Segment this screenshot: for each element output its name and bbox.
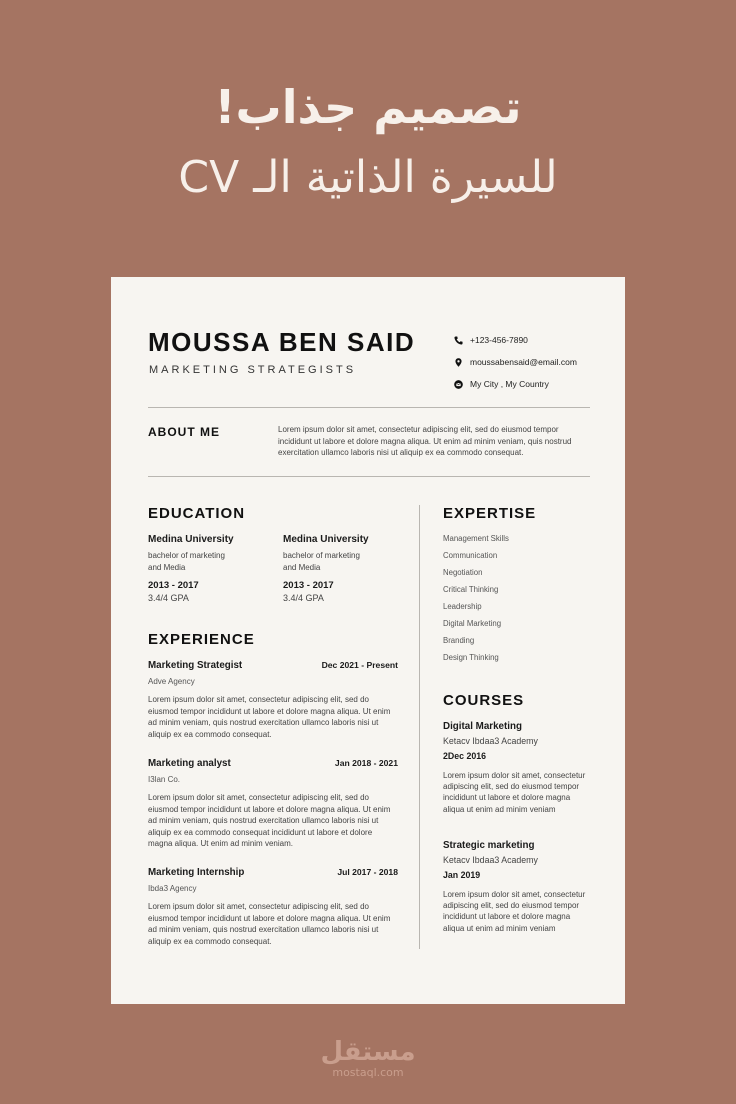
phone-icon — [454, 336, 470, 345]
skill-item: Communication — [443, 551, 498, 560]
skill-item: Critical Thinking — [443, 585, 499, 594]
courses-title: COURSES — [443, 692, 525, 709]
course-description: Lorem ipsum dolor sit amet, consectetur adipiscing elit, sed do eiusmod tempor incididunt ut labore et dolore magna aliqua ut enim ad minim veniam — [443, 771, 586, 814]
course-date: 2Dec 2016 — [443, 751, 487, 761]
column-divider — [419, 505, 420, 949]
email-icon — [454, 380, 470, 389]
job-company: I3lan Co. — [148, 775, 181, 784]
education-item — [148, 534, 278, 603]
job-description: Lorem ipsum dolor sit amet, consectetur adipiscing elit, sed do eiusmod tempor incididunt ut labore et dolore magna aliqua. Ut enim ad minim veniam, quis nostrud exercitation ullamco laboris nisi ut aliquip ex ea commodo consequat. — [148, 695, 391, 739]
cv-name: MOUSSA BEN SAID — [148, 327, 416, 357]
skill-item: Design Thinking — [443, 653, 499, 662]
about-text: Lorem ipsum dolor sit amet, consectetur adipiscing elit, sed do eiusmod tempor incididunt ut labore et dolore magna aliqua. Ut enim ad minim veniam, quis nostrud exercitation ullamco laboris nisi ut aliquip ex ea commodo consequat. — [278, 425, 572, 457]
skill-item: Negotiation — [443, 568, 483, 577]
contact-email-text: moussabensaid@email.com — [470, 357, 577, 367]
education-degree: bachelor of marketing and Media — [148, 551, 225, 572]
education-school: Medina University — [283, 534, 369, 545]
location-pin-icon — [454, 358, 470, 367]
headline-line-2: للسيرة الذاتية الـ CV — [178, 152, 558, 203]
contact-location — [454, 373, 577, 395]
divider — [148, 407, 590, 408]
job-title: Marketing analyst — [148, 758, 231, 769]
job-description: Lorem ipsum dolor sit amet, consectetur adipiscing elit, sed do eiusmod tempor incididunt ut labore et dolore magna aliqua. Ut enim ad minim veniam, quis nostrud exercitation ullamco laboris nisi ut aliquip ex ea commodo consequat incididunt ut labore et dolore magna aliqua. Ut enim ad minim veniam. — [148, 793, 391, 848]
course-item — [443, 721, 593, 815]
contact-phone-text: +123-456-7890 — [470, 335, 528, 345]
education-years: 2013 - 2017 — [148, 580, 199, 591]
course-title: Digital Marketing — [443, 721, 522, 732]
job-company: Adve Agency — [148, 677, 195, 686]
contact-block — [454, 329, 577, 395]
skill-item: Branding — [443, 636, 475, 645]
job-date: Jul 2017 - 2018 — [337, 867, 398, 877]
course-description: Lorem ipsum dolor sit amet, consectetur adipiscing elit, sed do eiusmod tempor incididunt ut labore et dolore magna aliqua ut enim ad minim veniam — [443, 890, 586, 933]
education-item — [283, 534, 413, 603]
contact-phone — [454, 329, 577, 351]
course-school: Ketacv Ibdaa3 Academy — [443, 855, 538, 865]
skill-item: Leadership — [443, 602, 482, 611]
education-title: EDUCATION — [148, 505, 246, 522]
about-title: ABOUT ME — [148, 425, 220, 439]
education-gpa: 3.4/4 GPA — [148, 593, 189, 603]
watermark-latin: mostaql.com — [332, 1066, 404, 1079]
cv-document — [111, 277, 625, 1004]
divider — [148, 476, 590, 477]
expertise-title: EXPERTISE — [443, 505, 537, 522]
experience-item — [148, 758, 398, 850]
course-date: Jan 2019 — [443, 870, 481, 880]
education-degree: bachelor of marketing and Media — [283, 551, 360, 572]
cv-role: MARKETING STRATEGISTS — [149, 364, 357, 376]
experience-title: EXPERIENCE — [148, 631, 255, 648]
skill-item: Digital Marketing — [443, 619, 502, 628]
job-title: Marketing Strategist — [148, 660, 243, 671]
job-company: Ibda3 Agency — [148, 884, 197, 893]
expertise-list — [443, 534, 509, 670]
education-years: 2013 - 2017 — [283, 580, 334, 591]
job-title: Marketing Internship — [148, 867, 245, 878]
course-item — [443, 840, 593, 934]
course-title: Strategic marketing — [443, 840, 535, 851]
job-date: Jan 2018 - 2021 — [334, 758, 398, 768]
skill-item: Management Skills — [443, 534, 509, 543]
course-school: Ketacv Ibdaa3 Academy — [443, 736, 538, 746]
mostaql-watermark — [0, 1038, 736, 1079]
headline-line-1: تصميم جذاب! — [214, 80, 522, 134]
experience-item — [148, 660, 398, 740]
watermark-arabic: مستقل — [320, 1037, 416, 1067]
contact-email — [454, 351, 577, 373]
education-school: Medina University — [148, 534, 234, 545]
education-gpa: 3.4/4 GPA — [283, 593, 324, 603]
job-description: Lorem ipsum dolor sit amet, consectetur adipiscing elit, sed do eiusmod tempor incididunt ut labore et dolore magna aliqua. Ut enim ad minim veniam, quis nostrud exercitation ullamco laboris nisi ut aliquip ex ea commodo consequat. — [148, 902, 391, 946]
contact-location-text: My City , My Country — [470, 379, 549, 389]
experience-item — [148, 867, 398, 947]
job-date: Dec 2021 - Present — [321, 660, 398, 670]
